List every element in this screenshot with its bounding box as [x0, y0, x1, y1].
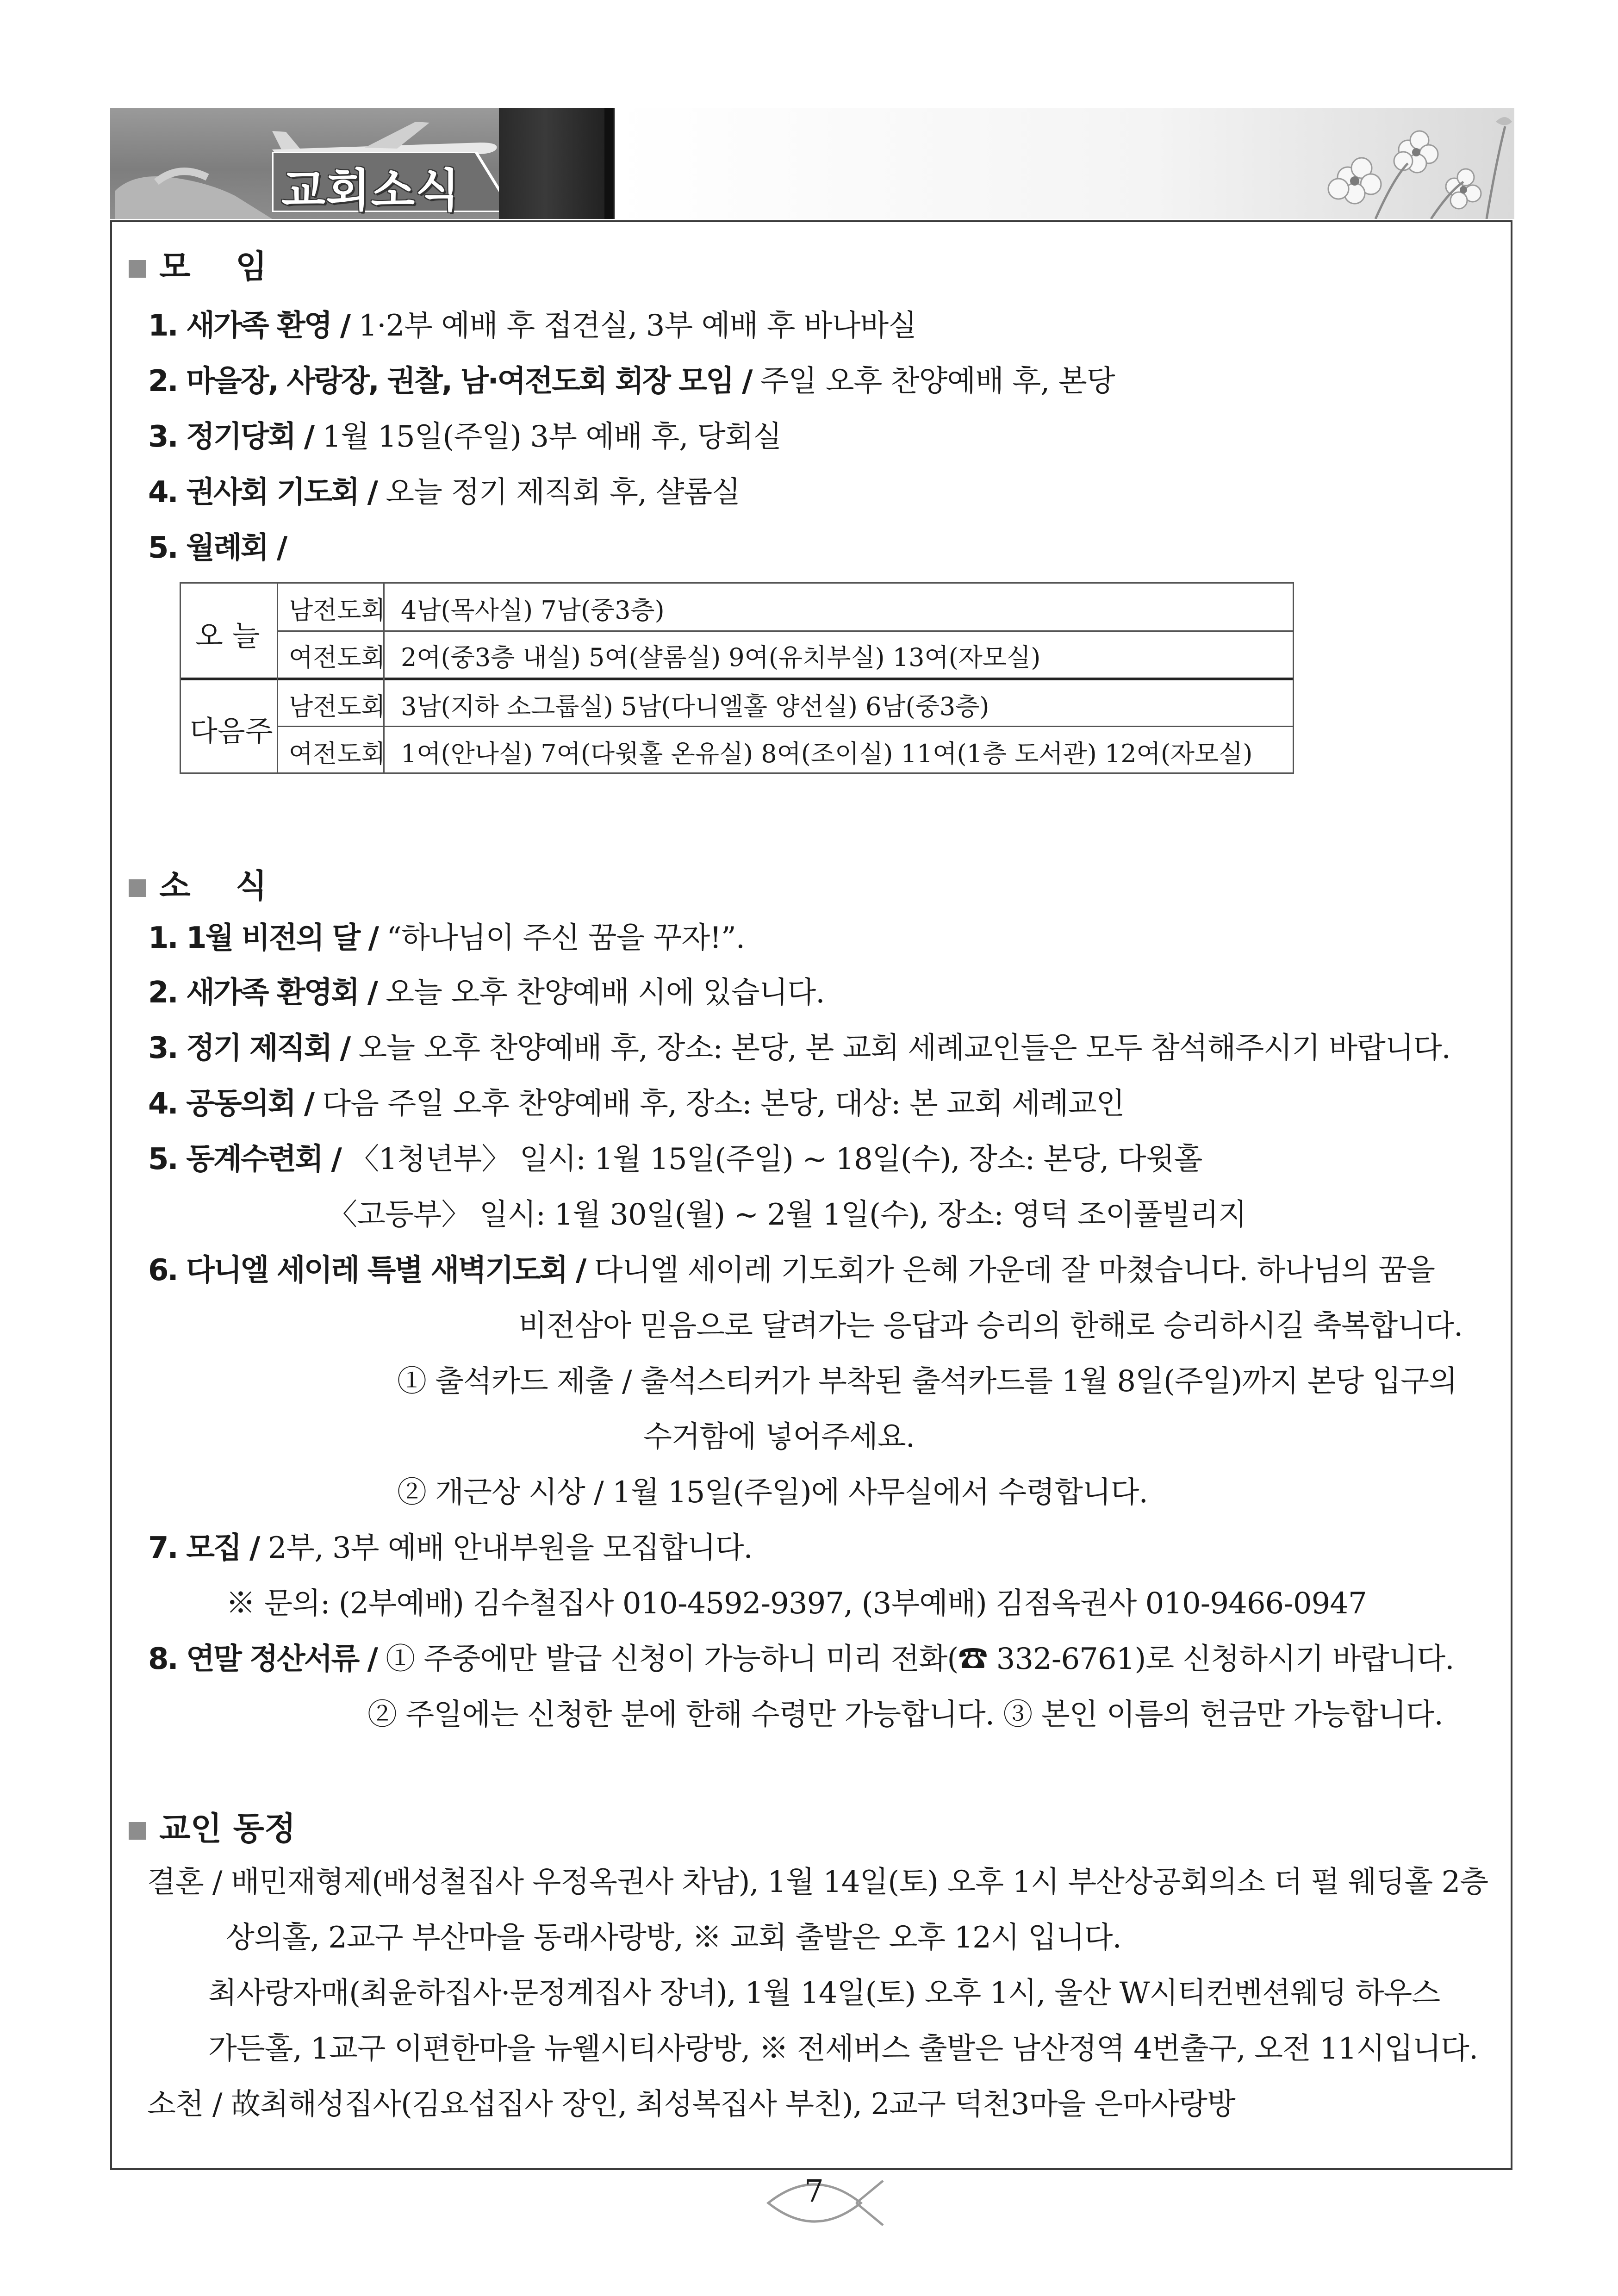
section-heading-members: 교인 동정: [129, 1803, 296, 1849]
hand-image: [115, 163, 272, 219]
news-item-6-sub-2: ② 개근상 시상 / 1월 15일(주일)에 사무실에서 수령합니다.: [397, 1475, 1148, 1510]
fish-icon: [759, 2171, 889, 2235]
news-item-5-continued: 〈고등부〉 일시: 1월 30일(월) ~ 2월 1일(수), 장소: 영덕 조이풀빌리지: [328, 1198, 1246, 1232]
table-today-label: 오 늘: [195, 619, 260, 653]
square-bullet-icon: [129, 1822, 146, 1840]
meeting-item-3: 3. 정기당회 / 1월 15일(주일) 3부 예배 후, 당회실: [148, 420, 782, 454]
square-bullet-icon: [129, 879, 146, 897]
news-item-7-contact: ※ 문의: (2부예배) 김수철집사 010-4592-9397, (3부예배) 김점옥권사 010-9466-0947: [226, 1587, 1367, 1621]
page-header: [110, 108, 1514, 219]
section-heading-meeting: 모 임: [129, 241, 267, 287]
monthly-meeting-table: [180, 582, 1294, 774]
table-row-group: 남전도회: [289, 692, 386, 721]
table-row-group: 남전도회: [289, 596, 386, 625]
members-line-4: 가든홀, 1교구 이편한마을 뉴웰시티사랑방, ※ 전세버스 출발은 남산정역 4번출구, 오전 11시입니다.: [208, 2032, 1478, 2066]
header-stripe: [604, 108, 613, 219]
news-item-8-continued: ② 주일에는 신청한 분에 한해 수령만 가능합니다. ③ 본인 이름의 헌금만 가능합니다.: [367, 1698, 1443, 1732]
square-bullet-icon: [129, 260, 146, 278]
table-row-group: 여전도회: [289, 643, 386, 672]
meeting-item-5: 5. 월례회 /: [148, 531, 286, 565]
news-item-6: 6. 다니엘 세이레 특별 새벽기도회 / 다니엘 세이레 기도회가 은혜 가운데 잘 마쳤습니다. 하나님의 꿈을: [148, 1253, 1435, 1288]
flowers-decoration: [1255, 108, 1514, 219]
members-line-5: 소천 / 故최해성집사(김요섭집사 장인, 최성복집사 부친), 2교구 덕천3마을 은마사랑방: [147, 2087, 1235, 2122]
table-row-rooms: 4남(목사실) 7남(중3층): [401, 596, 665, 625]
members-line-3: 최사랑자매(최윤하집사·문정계집사 장녀), 1월 14일(토) 오후 1시, 울산 W시티컨벤션웨딩 하우스: [208, 1976, 1440, 2010]
news-item-6-sub-1-continued: 수거함에 넣어주세요.: [643, 1420, 915, 1454]
header-dark-band: [499, 108, 615, 219]
table-row-rooms: 2여(중3층 내실) 5여(샬롬실) 9여(유치부실) 13여(자모실): [401, 643, 1041, 672]
header-light-band: [615, 108, 1514, 219]
table-row-rooms: 3남(지하 소그룹실) 5남(다니엘홀 양선실) 6남(중3층): [401, 692, 989, 721]
news-item-8: 8. 연말 정산서류 / ① 주중에만 발급 신청이 가능하니 미리 전화(☎ 332-6761)로 신청하시기 바랍니다.: [148, 1642, 1454, 1676]
news-item-7: 7. 모집 / 2부, 3부 예배 안내부원을 모집합니다.: [148, 1531, 753, 1565]
meeting-item-4: 4. 권사회 기도회 / 오늘 정기 제직회 후, 샬롬실: [148, 475, 741, 510]
page-title: 교회소식: [281, 164, 461, 217]
section-heading-news: 소 식: [129, 860, 267, 907]
news-item-6-sub-1: ① 출석카드 제출 / 출석스티커가 부착된 출석카드를 1월 8일(주일)까지 본당 입구의: [397, 1364, 1457, 1399]
members-line-2: 상의홀, 2교구 부산마을 동래사랑방, ※ 교회 출발은 오후 12시 입니다.: [226, 1921, 1121, 1955]
page-number: 7: [804, 2173, 824, 2209]
news-item-6-continued: 비전삼아 믿음으로 달려가는 응답과 승리의 한해로 승리하시길 축복합니다.: [518, 1309, 1463, 1343]
meeting-item-2: 2. 마을장, 사랑장, 권찰, 남·여전도회 회장 모임 / 주일 오후 찬양예배 후, 본당: [148, 364, 1115, 398]
meeting-item-1: 1. 새가족 환영 / 1·2부 예배 후 접견실, 3부 예배 후 바나바실: [148, 309, 917, 343]
news-item-5: 5. 동계수련회 / 〈1청년부〉 일시: 1월 15일(주일) ~ 18일(수), 장소: 본당, 다윗홀: [148, 1142, 1202, 1176]
header-photo: [110, 108, 499, 219]
news-item-4: 4. 공동의회 / 다음 주일 오후 찬양예배 후, 장소: 본당, 대상: 본 교회 세례교인: [148, 1087, 1125, 1121]
news-item-3: 3. 정기 제직회 / 오늘 오후 찬양예배 후, 장소: 본당, 본 교회 세례교인들은 모두 참석해주시기 바랍니다.: [148, 1031, 1450, 1065]
table-row-rooms: 1여(안나실) 7여(다윗홀 온유실) 8여(조이실) 11여(1층 도서관) 12여(자모실): [401, 739, 1253, 768]
news-item-2: 2. 새가족 환영회 / 오늘 오후 찬양예배 시에 있습니다.: [148, 976, 825, 1010]
members-line-1: 결혼 / 배민재형제(배성철집사 우정옥권사 차남), 1월 14일(토) 오후 1시 부산상공회의소 더 펄 웨딩홀 2층: [147, 1865, 1488, 1899]
news-item-1: 1. 1월 비전의 달 / “하나님이 주신 꿈을 꾸자!”.: [148, 921, 745, 955]
table-next-week-label: 다음주: [190, 714, 273, 748]
table-row-group: 여전도회: [289, 739, 386, 768]
